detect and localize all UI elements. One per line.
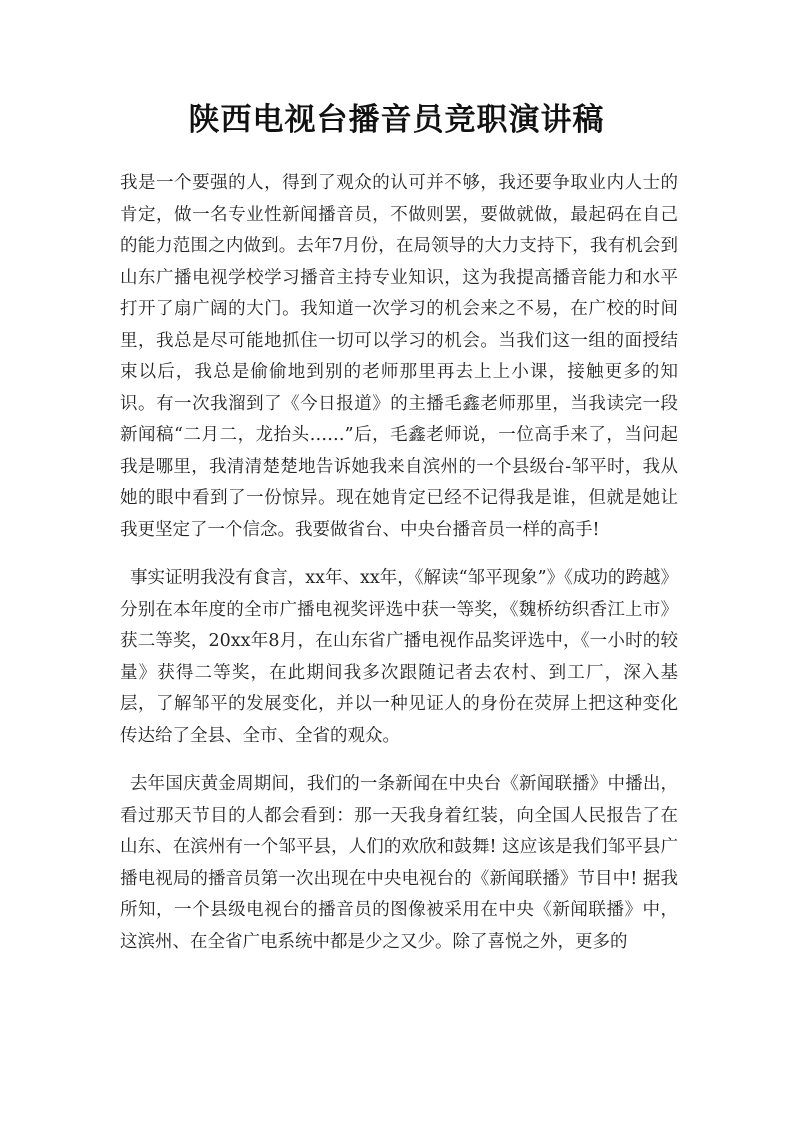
paragraph-1: 我是一个要强的人，得到了观众的认可并不够，我还要争取业内人士的肯定，做一名专业性新闻播音员，不做则罢，要做就做，最起码在自己的能力范围之内做到。去年7月份，在局领导的大力支持下，我有机会到山东广播电视学校学习播音主持专业知识，这为我提高播音能力和水平打开了扇广阔的大门。我知道一次学习的机会来之不易，在广校的时间里，我总是尽可能地抓住一切可以学习的机会。当我们这一组的面授结束以后，我总是偷偷地到别的老师那里再去上上小课，接触更多的知识。有一次我溜到了《今日报道》的主播毛鑫老师那里，当我读完一段新闻稿“二月二，龙抬头……”后，毛鑫老师说，一位高手来了，当问起我是哪里，我清清楚楚地告诉她我来自滨州的一个县级台-邹平时，我从她的眼中看到了一份惊异。现在她肯定已经不记得我是谁，但就是她让我更坚定了一个信念。我要做省台、中央台播音员一样的高手! (120, 173, 678, 540)
paragraph-2: 事实证明我没有食言，xx年、xx年，《解读“邹平现象”》《成功的跨越》分别在本年度的全市广播电视奖评选中获一等奖，《魏桥纺织香江上市》获二等奖，20xx年8月，在山东省广播电视作品奖评选中，《一小时的较量》获得二等奖，在此期间我多次跟随记者去农村、到工厂，深入基层，了解邹平的发展变化，并以一种见证人的身份在荧屏上把这种变化传达给了全县、全市、全省的观众。 (120, 568, 678, 746)
document-title: 陕西电视台播音员竞职演讲稿 (188, 102, 605, 138)
document-body (120, 168, 678, 975)
paragraph-3: 去年国庆黄金周期间，我们的一条新闻在中央台《新闻联播》中播出，看过那天节目的人都会看到：那一天我身着红装，向全国人民报告了在山东、在滨州有一个邹平县，人们的欢欣和鼓舞! 这应该是我们邹平县广播电视局的播音员第一次出现在中央电视台的《新闻联播》节目中! 据我所知，一个县级电视台的播音员的图像被采用在中央《新闻联播》中，这滨州、在全省广电系统中都是少之又少。除了喜悦之外，更多的 (120, 774, 678, 952)
